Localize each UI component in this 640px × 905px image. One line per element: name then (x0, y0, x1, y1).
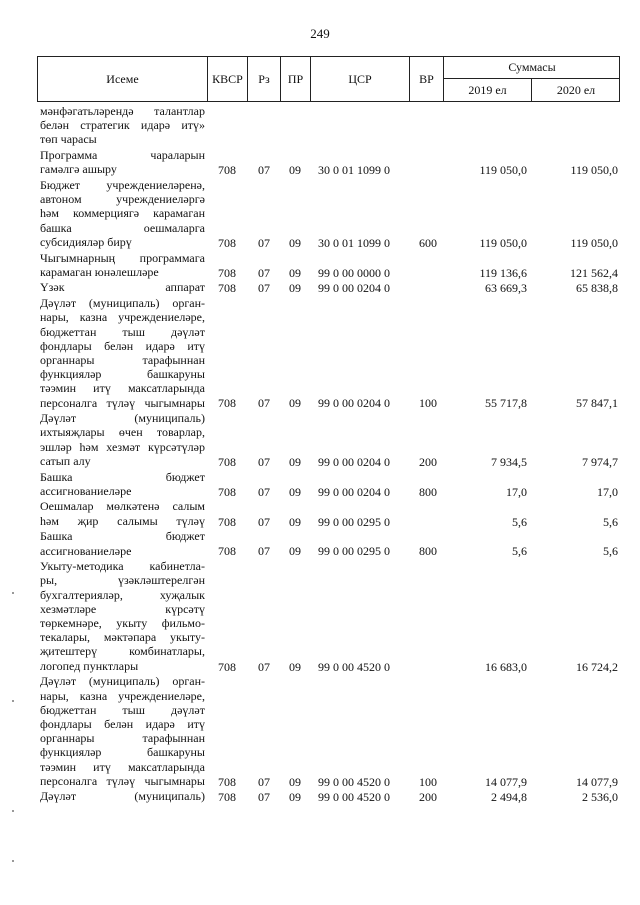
margin-mark (12, 810, 14, 812)
row-name-line: һәм җир салымы түләү (40, 513, 205, 528)
row-name-line: автоном учреждениеләргә (40, 192, 205, 207)
row-name-line: мәнфәгатьләрендә талантлар (40, 104, 205, 118)
row-sum-2020: 7 974,7 (582, 454, 618, 469)
row-sum-2020: 119 050,0 (570, 235, 618, 250)
row-kvsr: 708 (218, 774, 236, 789)
row-kvsr: 708 (218, 484, 236, 499)
row-name-line: функцияләр башкаруны (40, 367, 205, 382)
row-pr: 09 (289, 396, 301, 411)
row-pr: 09 (289, 235, 301, 250)
row-name (40, 559, 205, 673)
row-sum-2020: 57 847,1 (576, 396, 618, 411)
row-csr: 99 0 00 0204 0 (318, 396, 390, 411)
row-name-line: Дәүләт (муниципаль) орган- (40, 296, 205, 311)
row-csr: 30 0 01 1099 0 (318, 163, 390, 178)
row-name-line: Дәүләт (муниципаль) (40, 789, 205, 804)
row-pr: 09 (289, 163, 301, 178)
margin-mark (12, 860, 14, 862)
row-name (40, 411, 205, 468)
row-pr: 09 (289, 281, 301, 296)
row-name-line: фондлары белән идарә итү (40, 716, 205, 731)
row-sum-2019: 119 050,0 (479, 163, 527, 178)
page-number: 249 (310, 26, 330, 41)
row-csr: 99 0 00 0000 0 (318, 265, 390, 280)
row-csr: 99 0 00 0295 0 (318, 544, 390, 559)
row-name-line: органнары тарафыннан (40, 731, 205, 746)
row-vr: 200 (419, 454, 437, 469)
row-name-line: Программа чараларын (40, 148, 205, 163)
row-name (40, 789, 205, 803)
row-name-line: карамаган юнәлешләре (40, 264, 159, 279)
row-rz: 07 (258, 544, 270, 559)
row-vr: 200 (419, 790, 437, 805)
row-name-line: персоналга түләү чыгымнары (40, 395, 205, 410)
row-name-line: хезмәтләре күрсәтү (40, 601, 205, 616)
row-name-line: нары, казна учреждениеләре, (40, 688, 205, 703)
row-kvsr: 708 (218, 163, 236, 178)
row-pr: 09 (289, 659, 301, 674)
table-header (37, 56, 620, 102)
row-sum-2020: 121 562,4 (570, 265, 618, 280)
row-csr: 30 0 01 1099 0 (318, 235, 390, 250)
row-name-line: гамәлгә ашыру (40, 162, 117, 177)
row-pr: 09 (289, 790, 301, 805)
row-name-line: Дәүләт (муниципаль) орган- (40, 674, 205, 689)
row-rz: 07 (258, 454, 270, 469)
row-rz: 07 (258, 396, 270, 411)
row-sum-2019: 7 934,5 (491, 454, 527, 469)
row-name-line: ихтыяҗлары өчен товарлар, (40, 425, 205, 440)
row-name-line: тәэмин итү максатларында (40, 759, 205, 774)
row-sum-2019: 5,6 (512, 514, 527, 529)
row-name-line: логопед пунктлары (40, 658, 139, 673)
row-sum-2019: 2 494,8 (491, 790, 527, 805)
row-kvsr: 708 (218, 281, 236, 296)
row-name-line: органнары тарафыннан (40, 352, 205, 367)
row-sum-2019: 63 669,3 (485, 281, 527, 296)
row-name-line: функцияләр башкаруны (40, 745, 205, 760)
row-name-line: субсидияләр бирү (40, 234, 132, 249)
row-name (40, 251, 205, 279)
row-rz: 07 (258, 774, 270, 789)
row-csr: 99 0 00 0204 0 (318, 281, 390, 296)
row-name-line: Бюджет учреждениеләренә, (40, 178, 205, 192)
row-rz: 07 (258, 265, 270, 280)
header-vr: ВР (410, 57, 444, 101)
row-name-line: төп чарасы (40, 132, 97, 147)
header-rz: Рз (248, 57, 281, 101)
row-kvsr: 708 (218, 265, 236, 280)
row-pr: 09 (289, 544, 301, 559)
row-name-line: Үзәк аппарат (40, 280, 205, 295)
row-sum-2019: 55 717,8 (485, 396, 527, 411)
row-name (40, 178, 205, 249)
row-rz: 07 (258, 659, 270, 674)
row-rz: 07 (258, 163, 270, 178)
row-name (40, 674, 205, 788)
row-rz: 07 (258, 514, 270, 529)
row-kvsr: 708 (218, 396, 236, 411)
row-pr: 09 (289, 454, 301, 469)
row-pr: 09 (289, 265, 301, 280)
row-name-line: текалары, мәктәпара укыту- (40, 630, 205, 645)
row-sum-2020: 65 838,8 (576, 281, 618, 296)
row-sum-2020: 119 050,0 (570, 163, 618, 178)
row-kvsr: 708 (218, 454, 236, 469)
row-sum-2019: 119 136,6 (479, 265, 527, 280)
row-name-line: бюджеттан тыш дәүләт (40, 702, 205, 717)
row-name-line: тәэмин итү максатларында (40, 381, 205, 396)
margin-mark (12, 592, 14, 594)
row-sum-2019: 14 077,9 (485, 774, 527, 789)
row-pr: 09 (289, 774, 301, 789)
row-name-line: Чыгымнарның программага (40, 250, 205, 265)
row-name (40, 148, 205, 176)
row-name (40, 280, 205, 294)
row-sum-2019: 17,0 (506, 484, 527, 499)
row-name-line: сатып алу (40, 453, 91, 468)
row-name-line: җитештерү комбинатлары, (40, 644, 205, 659)
row-pr: 09 (289, 484, 301, 499)
row-name-line: ры, үзәкләштерелгән (40, 573, 205, 588)
row-vr: 800 (419, 544, 437, 559)
row-sum-2019: 119 050,0 (479, 235, 527, 250)
row-name-line: Башка бюджет (40, 529, 205, 544)
row-name (40, 470, 205, 498)
row-name (40, 296, 205, 410)
row-name-line: бюджеттан тыш дәүләт (40, 324, 205, 339)
row-vr: 100 (419, 396, 437, 411)
row-rz: 07 (258, 790, 270, 805)
row-sum-2020: 2 536,0 (582, 790, 618, 805)
row-name-line: Укыту-методика кабинетла- (40, 559, 205, 574)
row-name-line: эшләр һәм хезмәт күрсәтүләр (40, 439, 205, 454)
row-name-line: персоналга түләү чыгымнары (40, 773, 205, 788)
header-sums: Суммасы (444, 57, 620, 79)
row-vr: 100 (419, 774, 437, 789)
row-sum-2020: 5,6 (603, 544, 618, 559)
row-name-line: белән стратегик идарә итү» (40, 118, 205, 133)
header-kvsr: КВСР (208, 57, 248, 101)
header-year-2020: 2020 ел (556, 83, 596, 97)
row-name-line: Дәүләт (муниципаль) (40, 411, 205, 426)
row-kvsr: 708 (218, 659, 236, 674)
row-name-line: башка оешмаларга (40, 220, 205, 235)
row-sum-2020: 5,6 (603, 514, 618, 529)
header-csr: ЦСР (311, 57, 410, 101)
row-pr: 09 (289, 514, 301, 529)
row-sum-2020: 14 077,9 (576, 774, 618, 789)
row-csr: 99 0 00 0295 0 (318, 514, 390, 529)
row-name-line: һәм коммерциягә карамаган (40, 206, 205, 221)
row-kvsr: 708 (218, 544, 236, 559)
row-kvsr: 708 (218, 514, 236, 529)
row-sum-2019: 16 683,0 (485, 659, 527, 674)
row-name (40, 104, 205, 147)
row-name-line: ассигнованиеләре (40, 483, 132, 498)
row-rz: 07 (258, 281, 270, 296)
row-sum-2020: 16 724,2 (576, 659, 618, 674)
row-kvsr: 708 (218, 235, 236, 250)
header-name: Исеме (38, 57, 208, 101)
margin-mark (12, 700, 14, 702)
row-name-line: төркемнәре, укыту фильмо- (40, 616, 205, 630)
row-csr: 99 0 00 0204 0 (318, 484, 390, 499)
row-rz: 07 (258, 235, 270, 250)
row-name-line: Башка бюджет (40, 469, 205, 484)
row-vr: 600 (419, 235, 437, 250)
row-csr: 99 0 00 4520 0 (318, 774, 390, 789)
row-rz: 07 (258, 484, 270, 499)
row-name-line: бухгалтерияләр, хуҗалык (40, 587, 205, 602)
row-name (40, 529, 205, 557)
row-csr: 99 0 00 0204 0 (318, 454, 390, 469)
row-kvsr: 708 (218, 790, 236, 805)
row-name-line: фондлары белән идарә итү (40, 338, 205, 353)
row-sum-2020: 17,0 (597, 484, 618, 499)
header-pr: ПР (281, 57, 311, 101)
row-name-line: ассигнованиеләре (40, 543, 132, 558)
row-csr: 99 0 00 4520 0 (318, 659, 390, 674)
row-vr: 800 (419, 484, 437, 499)
row-name-line: Оешмалар мөлкәтенә салым (40, 499, 205, 514)
row-csr: 99 0 00 4520 0 (318, 790, 390, 805)
header-year-2019: 2019 ел (444, 79, 532, 102)
row-sum-2019: 5,6 (512, 544, 527, 559)
row-name (40, 499, 205, 527)
row-name-line: нары, казна учреждениеләре, (40, 310, 205, 325)
